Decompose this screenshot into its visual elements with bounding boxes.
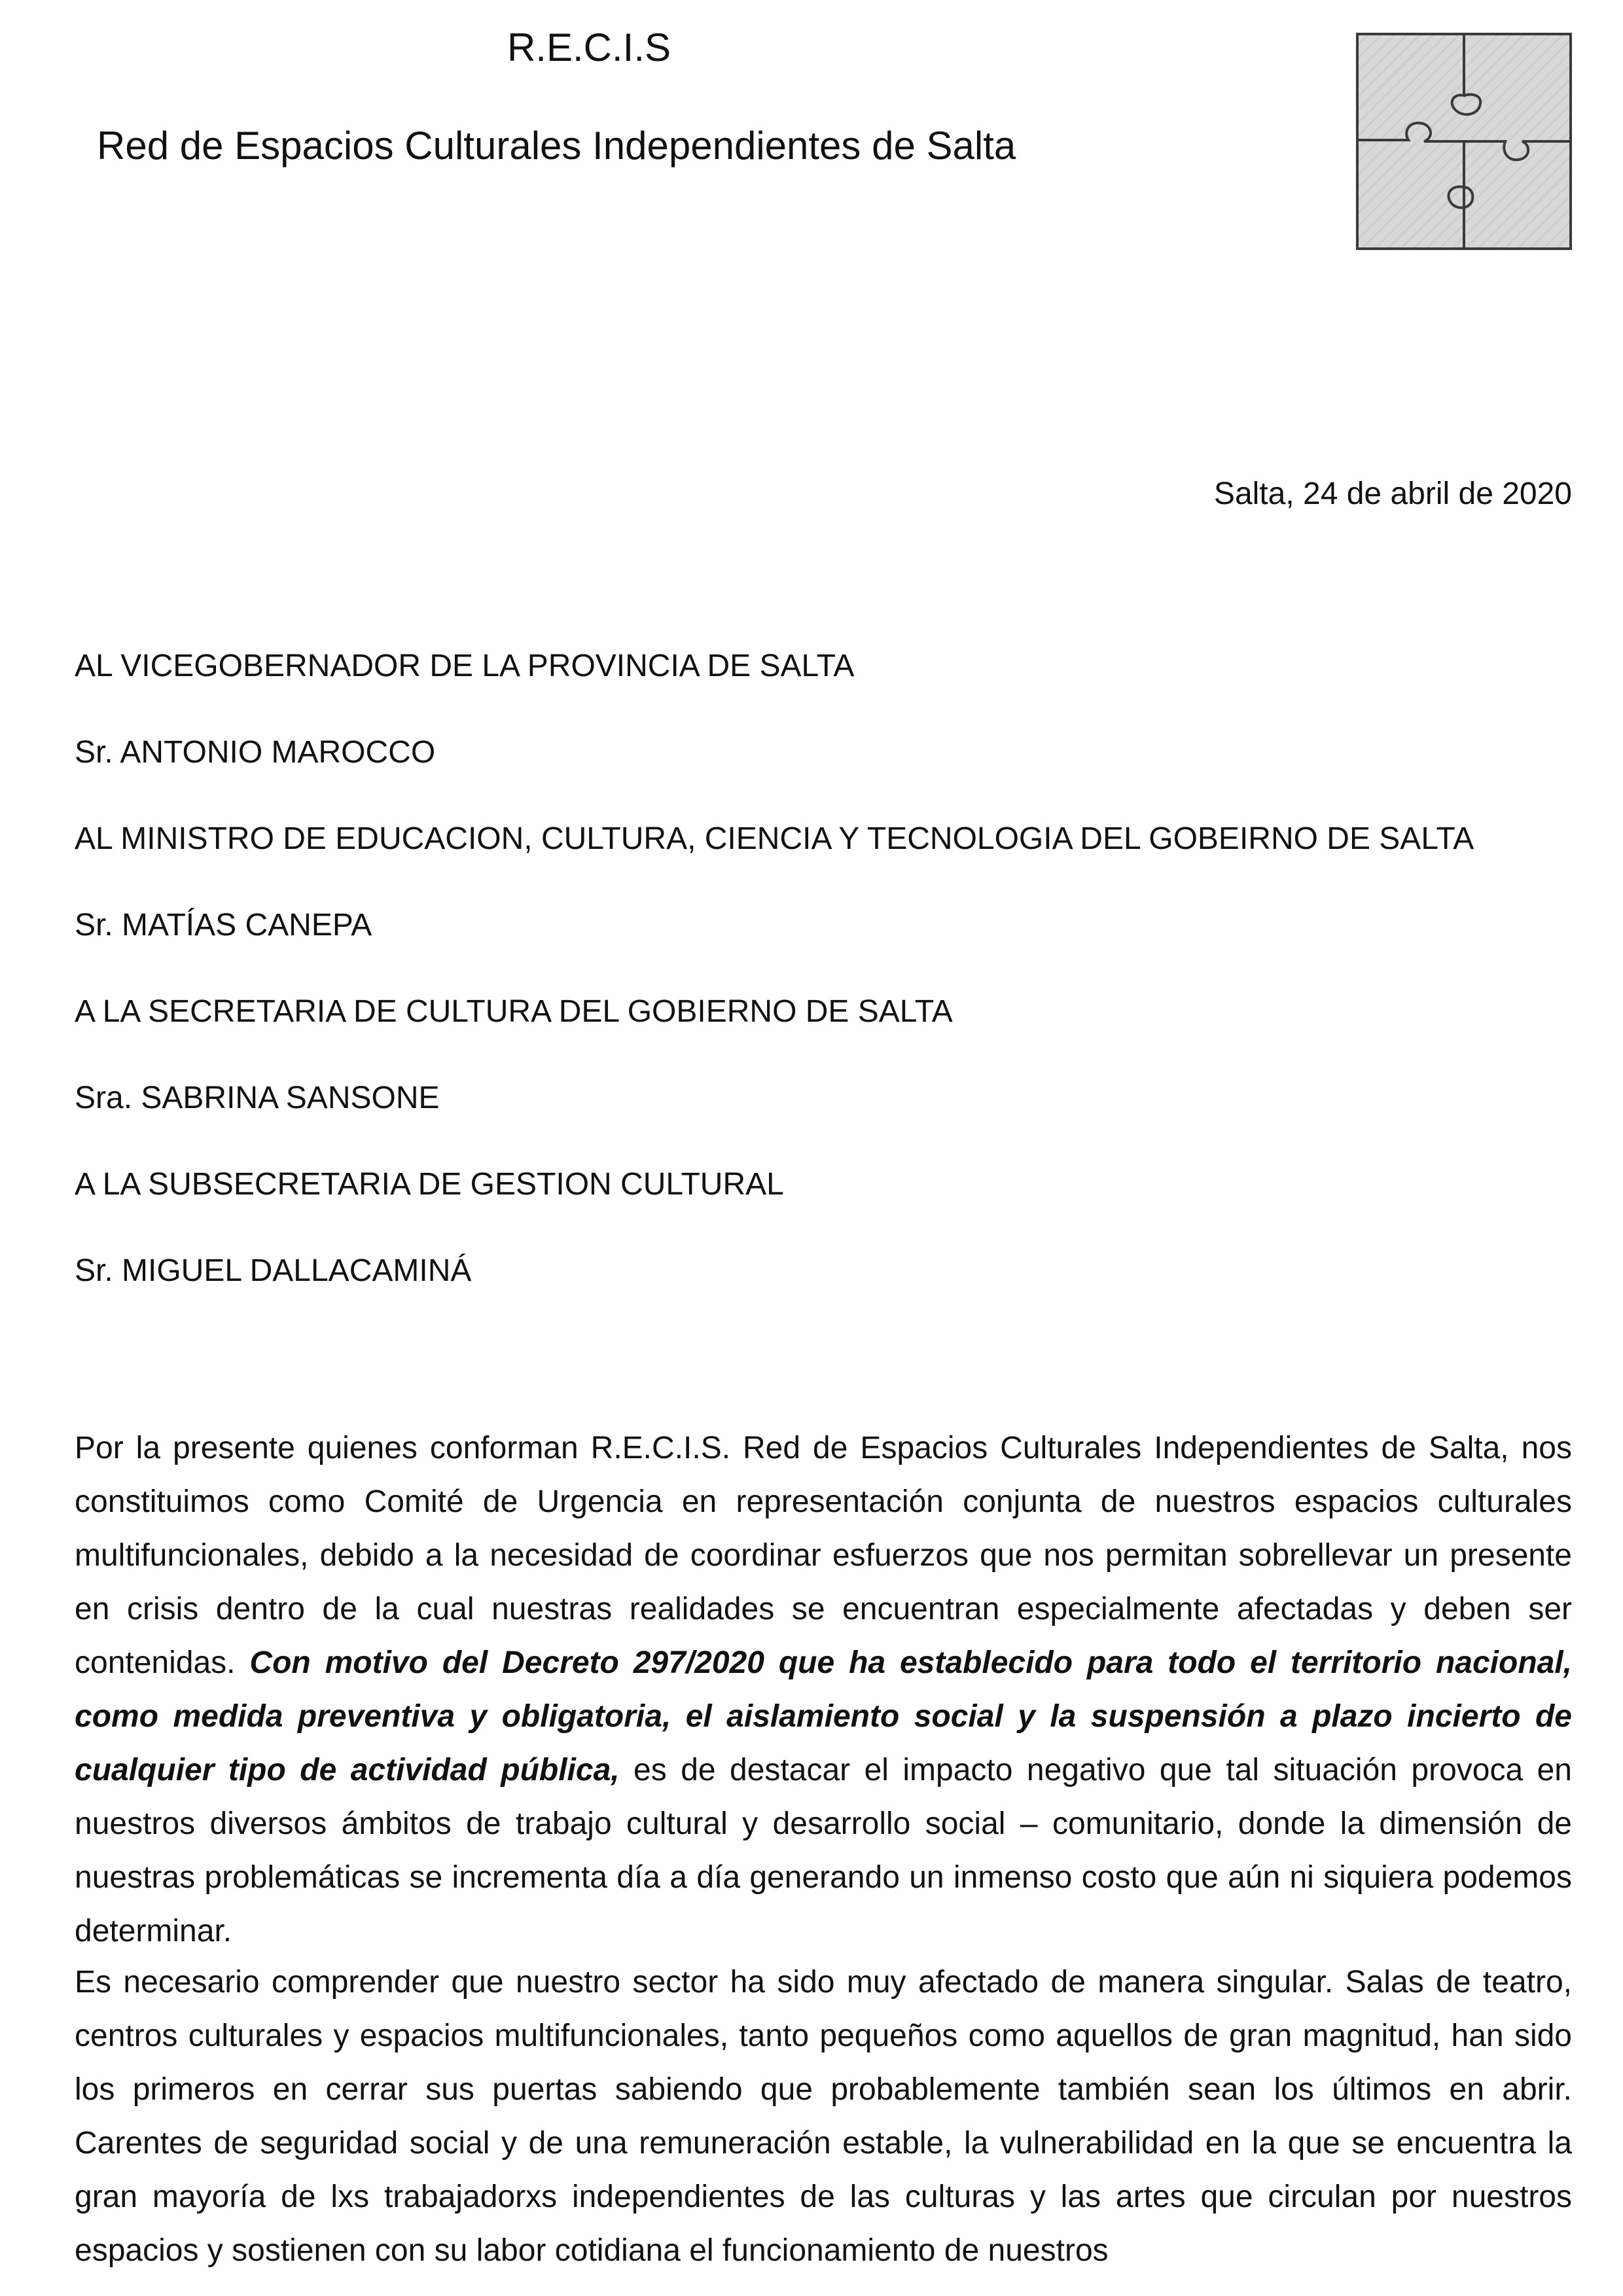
paragraph-1-emphasis: Con motivo del Decreto 297/2020 que ha establecido para todo el territorio nacional, como medida preventiva y obligatoria, el aislamiento social y la suspensión a plazo incierto de cualquier tipo de actividad pública,: [75, 1645, 1572, 1787]
header-acronym: R.E.C.I.S: [507, 26, 671, 69]
addressee-line: Sr. MATÍAS CANEPA: [75, 908, 372, 942]
addressee-line: Sra. SABRINA SANSONE: [75, 1081, 440, 1115]
body-paragraph-2: Es necesario comprender que nuestro sector ha sido muy afectado de manera singular. Salas de teatro, centros culturales y espacios multifuncionales, tanto pequeños como aquellos de gran magnitud, han sido los primeros en cerrar sus puertas sabiendo que probablemente también sean los últimos en abrir. Carentes de seguridad social y de una remuneración estable, la vulnerabilidad en la que se encuentra la gran mayoría de lxs trabajadorxs independientes de las culturas y las artes que circulan por nuestros espacios y sostienen con su labor cotidiana el funcionamiento de nuestros: [75, 1965, 1572, 2268]
addressee-line: Sr. MIGUEL DALLACAMINÁ: [75, 1253, 472, 1288]
puzzle-logo-icon: [1356, 33, 1572, 250]
addressee-line: AL VICEGOBERNADOR DE LA PROVINCIA DE SALTA: [75, 649, 855, 683]
addressee-list: [75, 647, 1474, 1338]
addressee-line: Sr. ANTONIO MAROCCO: [75, 735, 436, 770]
header-organization-name: Red de Espacios Culturales Independientes de Salta: [97, 124, 1016, 168]
addressee-line: AL MINISTRO DE EDUCACION, CULTURA, CIENCIA Y TECNOLOGIA DEL GOBEIRNO DE SALTA: [75, 821, 1474, 856]
body-paragraph-1: [75, 1422, 1572, 1958]
paragraph-1-intro: Por la presente quienes conforman R.E.C.I.S. Red de Espacios Culturales Independientes de Salta, nos constituimos como Comité de Urgencia en representación conjunta de nuestros espacios culturales multifuncionales, debido a la necesidad de coordinar esfuerzos que nos permitan sobrellevar un presente en crisis dentro de la cual nuestras realidades se encuentran especialmente afectadas y deben ser contenidas.: [75, 1431, 1572, 1680]
letter-date: Salta, 24 de abril de 2020: [1213, 476, 1572, 511]
addressee-line: A LA SECRETARIA DE CULTURA DEL GOBIERNO DE SALTA: [75, 994, 953, 1029]
paragraph-1-continuation: es de destacar el impacto negativo que tal situación provoca en nuestros diversos ámbitos de trabajo cultural y desarrollo social – comunitario, donde la dimensión de nuestras problemáticas se incrementa día a día generando un inmenso costo que aún ni siquiera podemos determinar.: [75, 1753, 1573, 1948]
addressee-line: A LA SUBSECRETARIA DE GESTION CULTURAL: [75, 1167, 784, 1202]
